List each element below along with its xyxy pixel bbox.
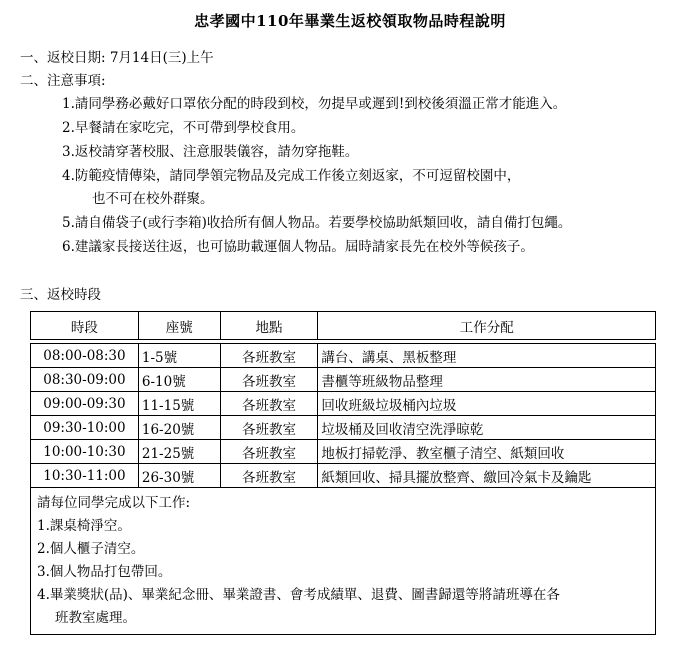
table-row [31, 440, 656, 464]
time-slot-heading: 三、返校時段 [20, 287, 101, 303]
cell-task: 回收班級垃圾桶內垃圾 [318, 392, 656, 416]
footer-item-continuation: 班教室處理。 [55, 610, 136, 626]
schedule-table [30, 311, 656, 635]
table-row [31, 464, 656, 488]
note-item: 5.請自備袋子(或行李箱)收拾所有個人物品。若要學校協助紙類回收，請自備打包繩。 [62, 215, 572, 231]
cell-time: 09:30-10:00 [31, 416, 139, 440]
cell-seat: 11-15號 [138, 392, 220, 416]
cell-task: 紙類回收、掃具擺放整齊、繳回冷氣卡及鑰匙 [318, 464, 656, 488]
table-footer-row [31, 488, 656, 635]
footer-item: 2.個人櫃子清空。 [37, 541, 145, 557]
footer-item: 4.畢業獎狀(品)、畢業紀念冊、畢業證書、會考成績單、退費、圖書歸還等將請班導在各 [37, 587, 560, 603]
cell-time: 10:30-11:00 [31, 464, 139, 488]
cell-location: 各班教室 [220, 416, 318, 440]
cell-time: 08:00-08:30 [31, 344, 139, 368]
document-title: 忠孝國中110年畢業生返校領取物品時程說明 [194, 12, 506, 30]
note-item: 4.防範疫情傳染，請同學領完物品及完成工作後立刻返家，不可逗留校園中， [62, 168, 521, 184]
cell-seat: 6-10號 [138, 368, 220, 392]
table-row [31, 368, 656, 392]
table-row [31, 344, 656, 368]
return-date-line: 一、返校日期: 7月14日(三)上午 [20, 50, 214, 66]
table-header-row [31, 312, 656, 340]
header-location: 地點 [220, 312, 318, 340]
cell-seat: 16-20號 [138, 416, 220, 440]
note-item: 1.請同學務必戴好口罩依分配的時段到校，勿提早或遲到!到校後須溫正常才能進入。 [62, 96, 567, 112]
note-item: 3.返校請穿著校服、注意服裝儀容，請勿穿拖鞋。 [62, 144, 359, 160]
cell-location: 各班教室 [220, 440, 318, 464]
cell-task: 書櫃等班級物品整理 [318, 368, 656, 392]
cell-seat: 26-30號 [138, 464, 220, 488]
footer-item: 3.個人物品打包帶回。 [37, 564, 172, 580]
table-row [31, 416, 656, 440]
cell-seat: 21-25號 [138, 440, 220, 464]
footer-intro: 請每位同學完成以下工作: [37, 495, 191, 511]
cell-task: 垃圾桶及回收清空洗淨晾乾 [318, 416, 656, 440]
cell-task: 地板打掃乾淨、教室櫃子清空、紙類回收 [318, 440, 656, 464]
cell-location: 各班教室 [220, 464, 318, 488]
cell-location: 各班教室 [220, 344, 318, 368]
notes-heading: 二、注意事項: [20, 73, 106, 89]
header-time: 時段 [31, 312, 139, 340]
cell-time: 09:00-09:30 [31, 392, 139, 416]
cell-location: 各班教室 [220, 392, 318, 416]
header-task: 工作分配 [318, 312, 656, 340]
cell-seat: 1-5號 [138, 344, 220, 368]
footer-item: 1.課桌椅淨空。 [37, 518, 131, 534]
note-item: 2.早餐請在家吃完，不可帶到學校食用。 [62, 120, 305, 136]
note-item: 6.建議家長接送往返，也可協助載運個人物品。屆時請家長先在校外等候孩子。 [62, 239, 534, 255]
table-row [31, 392, 656, 416]
cell-task: 講台、講桌、黑板整理 [318, 344, 656, 368]
note-item-continuation: 也不可在校外群聚。 [92, 191, 214, 207]
header-seat: 座號 [138, 312, 220, 340]
cell-location: 各班教室 [220, 368, 318, 392]
cell-time: 08:30-09:00 [31, 368, 139, 392]
footer-notes [31, 488, 656, 635]
cell-time: 10:00-10:30 [31, 440, 139, 464]
